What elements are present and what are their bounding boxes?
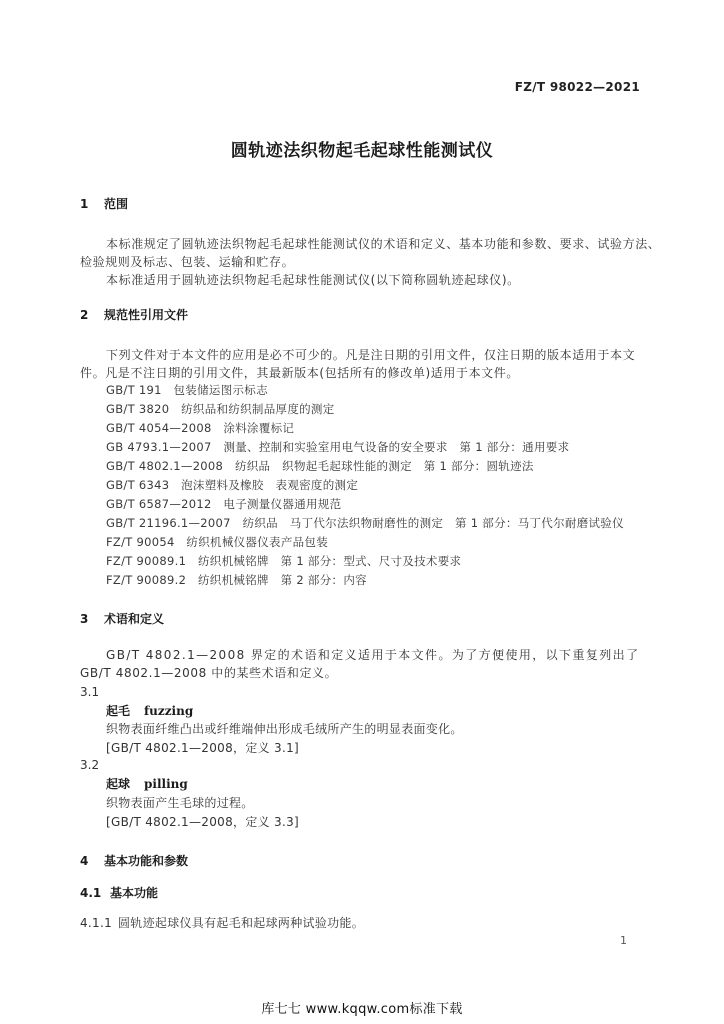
section-2-heading: [80, 306, 188, 323]
reference-item: GB/T 6587—2012 电子测量仪器通用规范: [106, 497, 342, 511]
section-number: 1: [80, 197, 89, 211]
subsection-title: 基本功能: [110, 886, 159, 900]
reference-item: GB/T 4802.1—2008 纺织品 织物起毛起球性能的测定 第 1 部分：圆轨迹法: [106, 459, 534, 473]
term-en: fuzzing: [144, 704, 194, 718]
term-number: 3.1: [80, 685, 100, 699]
term-zh: 起球: [106, 777, 131, 791]
footer-watermark: 库七七 www.kqqw.com标准下载: [261, 1002, 463, 1017]
subsection-number: 4.1: [80, 886, 102, 900]
section-number: 4: [80, 854, 89, 868]
paragraph-line: GB/T 4802.1—2008 中的某些术语和定义。: [80, 666, 338, 680]
paragraph-line: 检验规则及标志、包装、运输和贮存。: [80, 255, 295, 269]
section-title: 基本功能和参数: [104, 854, 189, 868]
section-3-heading: [80, 610, 164, 627]
term-definition: 织物表面产生毛球的过程。: [106, 796, 254, 810]
paragraph-line: 下列文件对于本文件的应用是必不可少的。凡是注日期的引用文件，仅注日期的版本适用于本文: [106, 348, 636, 362]
term-number: 3.2: [80, 758, 100, 772]
term-zh: 起毛: [106, 704, 131, 718]
term-heading: [106, 775, 188, 792]
term-en: pilling: [144, 777, 188, 791]
clause-text: 圆轨迹起球仪具有起毛和起球两种试验功能。: [118, 916, 365, 930]
reference-item: GB/T 191 包装储运图示标志: [106, 383, 268, 397]
section-title: 术语和定义: [104, 612, 165, 626]
section-title: 范围: [104, 197, 129, 211]
document-title: 圆轨迹法织物起毛起球性能测试仪: [230, 141, 494, 161]
term-definition: 织物表面纤维凸出或纤维端伸出形成毛绒所产生的明显表面变化。: [106, 722, 463, 736]
paragraph-line: GB/T 4802.1—2008 界定的术语和定义适用于本文件。为了方便使用，以下重复列出了: [106, 648, 640, 662]
reference-item: GB/T 4054—2008 涂料涂覆标记: [106, 421, 295, 435]
clause-number: 4.1.1: [80, 916, 113, 930]
page-number: 1: [620, 934, 627, 947]
reference-item: GB/T 6343 泡沫塑料及橡胶 表观密度的测定: [106, 478, 359, 492]
section-title: 规范性引用文件: [104, 308, 189, 322]
reference-item: FZ/T 90089.2 纺织机械铭牌 第 2 部分：内容: [106, 573, 367, 587]
reference-item: FZ/T 90089.1 纺织机械铭牌 第 1 部分：型式、尺寸及技术要求: [106, 554, 462, 568]
standard-number: FZ/T 98022—2021: [514, 80, 640, 94]
term-heading: [106, 702, 193, 719]
reference-item: GB/T 3820 纺织品和纺织制品厚度的测定: [106, 402, 335, 416]
reference-item: GB/T 21196.1—2007 纺织品 马丁代尔法织物耐磨性的测定 第 1 部分：马丁代尔耐磨试验仪: [106, 516, 624, 530]
section-number: 2: [80, 308, 89, 322]
subsection-heading: [80, 884, 158, 901]
clause-item: [80, 914, 364, 931]
paragraph-line: 件。凡是不注日期的引用文件，其最新版本(包括所有的修改单)适用于本文件。: [80, 366, 519, 380]
section-1-heading: [80, 195, 128, 212]
section-4-heading: [80, 852, 188, 869]
term-source: [GB/T 4802.1—2008，定义 3.3]: [106, 815, 300, 829]
reference-item: GB 4793.1—2007 测量、控制和实验室用电气设备的安全要求 第 1 部分：通用要求: [106, 440, 570, 454]
paragraph-line: 本标准适用于圆轨迹法织物起毛起球性能测试仪(以下简称圆轨迹起球仪)。: [106, 273, 520, 287]
reference-item: FZ/T 90054 纺织机械仪器仪表产品包装: [106, 535, 329, 549]
section-number: 3: [80, 612, 89, 626]
term-source: [GB/T 4802.1—2008，定义 3.1]: [106, 741, 300, 755]
paragraph-line: 本标准规定了圆轨迹法织物起毛起球性能测试仪的术语和定义、基本功能和参数、要求、试验方法、: [106, 237, 661, 251]
